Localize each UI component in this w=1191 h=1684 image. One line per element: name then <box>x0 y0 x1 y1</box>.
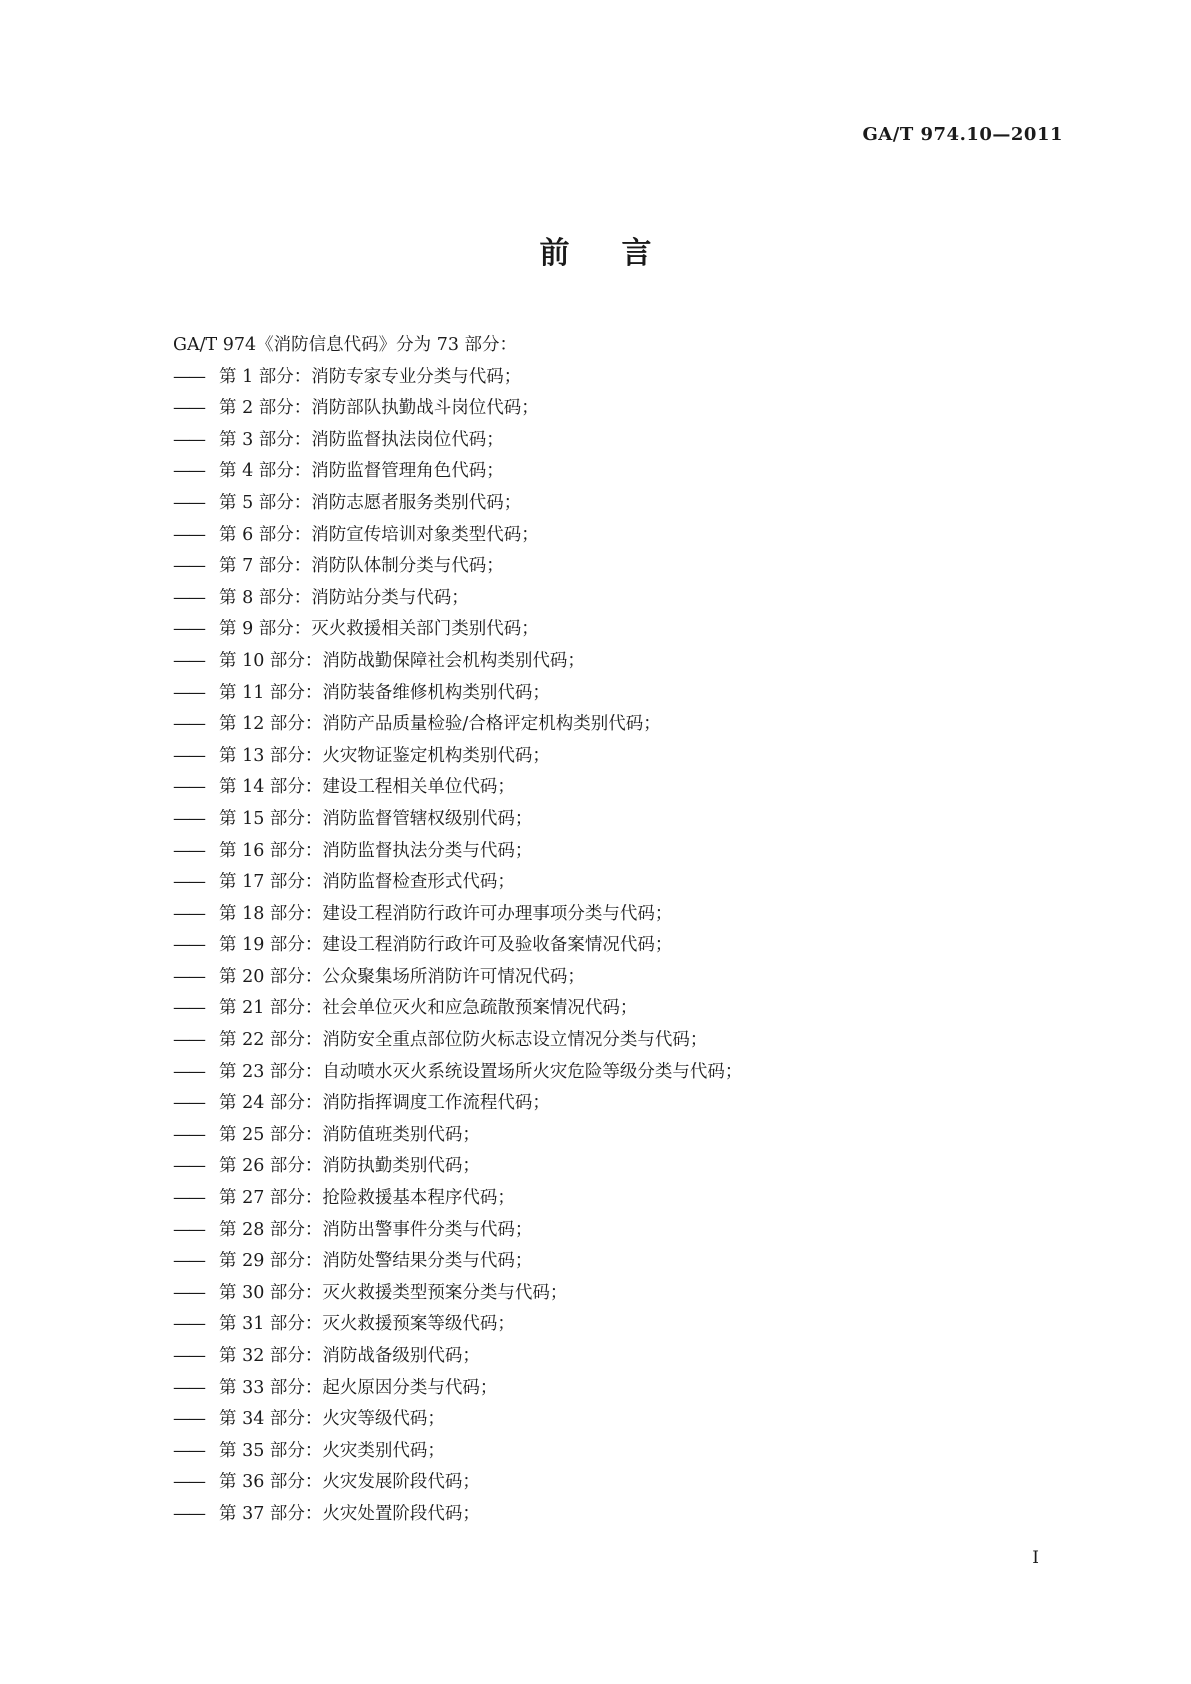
list-item <box>173 1341 1053 1373</box>
part-text: 第 31 部分：灭火救援预案等级代码； <box>219 1314 515 1335</box>
list-item <box>173 1499 1053 1531</box>
em-dash: —— <box>173 1251 204 1272</box>
em-dash: —— <box>173 745 204 766</box>
em-dash: —— <box>173 1440 204 1461</box>
em-dash: —— <box>173 492 204 513</box>
part-text: 第 5 部分：消防志愿者服务类别代码； <box>219 492 522 513</box>
em-dash: —— <box>173 366 204 387</box>
em-dash: —— <box>173 808 204 829</box>
em-dash: —— <box>173 1314 204 1335</box>
part-text: 第 34 部分：火灾等级代码； <box>219 1409 445 1430</box>
list-item <box>173 456 1053 488</box>
part-text: 第 7 部分：消防队体制分类与代码； <box>219 556 504 577</box>
part-text: 第 20 部分：公众聚集场所消防许可情况代码； <box>219 966 585 987</box>
em-dash: —— <box>173 398 204 419</box>
part-text: 第 16 部分：消防监督执法分类与代码； <box>219 840 533 861</box>
page-title: 前言 <box>539 236 704 271</box>
part-text: 第 10 部分：消防战勤保障社会机构类别代码； <box>219 650 585 671</box>
em-dash: —— <box>173 429 204 450</box>
list-item <box>173 614 1053 646</box>
em-dash: —— <box>173 1409 204 1430</box>
em-dash: —— <box>173 1219 204 1240</box>
part-text: 第 14 部分：建设工程相关单位代码； <box>219 777 515 798</box>
part-text: 第 18 部分：建设工程消防行政许可办理事项分类与代码； <box>219 903 673 924</box>
list-item <box>173 362 1053 394</box>
em-dash: —— <box>173 1188 204 1209</box>
em-dash: —— <box>173 682 204 703</box>
part-text: 第 11 部分：消防装备维修机构类别代码； <box>219 682 550 703</box>
list-item <box>173 425 1053 457</box>
list-item <box>173 1215 1053 1247</box>
em-dash: —— <box>173 840 204 861</box>
em-dash: —— <box>173 1377 204 1398</box>
part-text: 第 30 部分：灭火救援类型预案分类与代码； <box>219 1282 568 1303</box>
list-item <box>173 1151 1053 1183</box>
list-item <box>173 1278 1053 1310</box>
em-dash: —— <box>173 524 204 545</box>
list-item <box>173 1404 1053 1436</box>
em-dash: —— <box>173 1093 204 1114</box>
em-dash: —— <box>173 1124 204 1145</box>
list-item <box>173 741 1053 773</box>
part-text: 第 2 部分：消防部队执勤战斗岗位代码； <box>219 398 539 419</box>
part-text: 第 33 部分：起火原因分类与代码； <box>219 1377 498 1398</box>
list-item <box>173 1057 1053 1089</box>
em-dash: —— <box>173 556 204 577</box>
list-item <box>173 678 1053 710</box>
em-dash: —— <box>173 587 204 608</box>
list-item <box>173 1088 1053 1120</box>
part-text: 第 29 部分：消防处警结果分类与代码； <box>219 1251 533 1272</box>
part-text: 第 37 部分：火灾处置阶段代码； <box>219 1503 480 1524</box>
em-dash: —— <box>173 650 204 671</box>
list-item <box>173 1025 1053 1057</box>
part-text: 第 13 部分：火灾物证鉴定机构类别代码； <box>219 745 550 766</box>
part-text: 第 6 部分：消防宣传培训对象类型代码； <box>219 524 539 545</box>
part-text: 第 3 部分：消防监督执法岗位代码； <box>219 429 504 450</box>
list-item <box>173 1436 1053 1468</box>
parts-list <box>173 362 1053 1531</box>
part-text: 第 17 部分：消防监督检查形式代码； <box>219 872 515 893</box>
part-text: 第 25 部分：消防值班类别代码； <box>219 1124 480 1145</box>
part-text: 第 15 部分：消防监督管辖权级别代码； <box>219 808 533 829</box>
list-item <box>173 646 1053 678</box>
list-item <box>173 583 1053 615</box>
list-item <box>173 393 1053 425</box>
em-dash: —— <box>173 1503 204 1524</box>
em-dash: —— <box>173 935 204 956</box>
em-dash: —— <box>173 1030 204 1051</box>
list-item <box>173 1120 1053 1152</box>
list-item <box>173 1246 1053 1278</box>
em-dash: —— <box>173 872 204 893</box>
list-item <box>173 772 1053 804</box>
part-text: 第 35 部分：火灾类别代码； <box>219 1440 445 1461</box>
list-item <box>173 899 1053 931</box>
em-dash: —— <box>173 1282 204 1303</box>
em-dash: —— <box>173 1156 204 1177</box>
part-text: 第 23 部分：自动喷水灭火系统设置场所火灾危险等级分类与代码； <box>219 1061 743 1082</box>
list-item <box>173 709 1053 741</box>
part-text: 第 8 部分：消防站分类与代码； <box>219 587 469 608</box>
em-dash: —— <box>173 1346 204 1366</box>
list-item <box>173 993 1053 1025</box>
em-dash: —— <box>173 966 204 987</box>
list-item <box>173 1309 1053 1341</box>
list-item <box>173 1183 1053 1215</box>
em-dash: —— <box>173 714 204 735</box>
em-dash: —— <box>173 1061 204 1082</box>
list-item <box>173 1373 1053 1405</box>
em-dash: —— <box>173 903 204 924</box>
part-text: 第 26 部分：消防执勤类别代码； <box>219 1156 480 1177</box>
part-text: 第 36 部分：火灾发展阶段代码； <box>219 1472 480 1493</box>
part-text: 第 28 部分：消防出警事件分类与代码； <box>219 1219 533 1240</box>
list-item <box>173 488 1053 520</box>
part-text: 第 27 部分：抢险救援基本程序代码； <box>219 1188 515 1209</box>
list-item <box>173 804 1053 836</box>
page-number: I <box>1032 1548 1039 1568</box>
em-dash: —— <box>173 998 204 1019</box>
part-text: 第 24 部分：消防指挥调度工作流程代码； <box>219 1093 550 1114</box>
part-text: 第 21 部分：社会单位灭火和应急疏散预案情况代码； <box>219 998 638 1019</box>
list-item <box>173 551 1053 583</box>
part-text: 第 12 部分：消防产品质量检验/合格评定机构类别代码； <box>219 714 661 735</box>
standard-code: GA/T 974.10—2011 <box>862 124 1063 145</box>
part-text: 第 1 部分：消防专家专业分类与代码； <box>219 366 522 387</box>
part-text: 第 22 部分：消防安全重点部位防火标志设立情况分类与代码； <box>219 1030 708 1051</box>
part-text: 第 4 部分：消防监督管理角色代码； <box>219 461 504 482</box>
em-dash: —— <box>173 619 204 640</box>
list-item <box>173 930 1053 962</box>
intro-line: GA/T 974《消防信息代码》分为 73 部分： <box>173 335 518 355</box>
list-item <box>173 867 1053 899</box>
list-item <box>173 836 1053 868</box>
em-dash: —— <box>173 1472 204 1493</box>
part-text: 第 32 部分：消防战备级别代码； <box>219 1346 480 1366</box>
em-dash: —— <box>173 777 204 798</box>
list-item <box>173 962 1053 994</box>
list-item <box>173 520 1053 552</box>
foreword-body <box>173 330 1053 1531</box>
em-dash: —— <box>173 461 204 482</box>
list-item <box>173 1467 1053 1499</box>
part-text: 第 9 部分：灭火救援相关部门类别代码； <box>219 619 539 640</box>
part-text: 第 19 部分：建设工程消防行政许可及验收备案情况代码； <box>219 935 673 956</box>
